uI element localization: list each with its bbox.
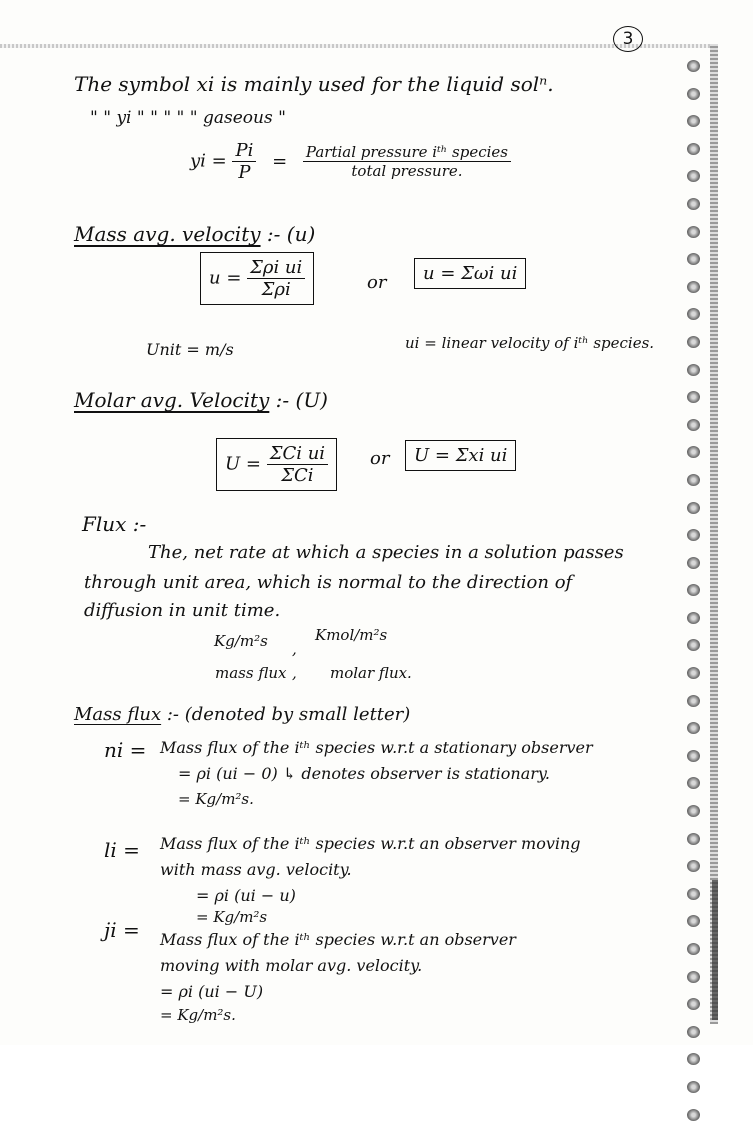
- li-definition-2: with mass avg. velocity.: [160, 860, 352, 879]
- mass-flux-heading: Mass flux :- (denoted by small letter): [74, 704, 411, 725]
- li-symbol: li =: [104, 838, 140, 862]
- spiral-hole-icon: [687, 502, 700, 514]
- yi-formula: yi = $\frac{Pi}{P}$ = $\frac{\text{Partial pressure iᵗʰ species}}{\text{total pressure.}}$: [190, 140, 511, 183]
- spiral-hole-icon: [687, 115, 700, 127]
- spiral-hole-icon: [687, 226, 700, 238]
- molar-avg-velocity-formula-1: U = $\frac{\text{ΣCi ui}}{\text{ΣCi}}$: [216, 438, 337, 491]
- spiral-hole-icon: [687, 667, 700, 679]
- ji-symbol: ji =: [104, 918, 140, 942]
- spiral-hole-icon: [687, 943, 700, 955]
- yi-fraction: $\frac{Pi}{P}$: [232, 140, 256, 183]
- spiral-hole-icon: [687, 915, 700, 927]
- spiral-hole-icon: [687, 143, 700, 155]
- mass-avg-velocity-formula-1: u = $\frac{\text{Σρi ui}}{\text{Σρi}}$: [200, 252, 314, 305]
- flux-definition-line-2: through unit area, which is normal to the direction of: [84, 572, 573, 593]
- spiral-hole-icon: [687, 1053, 700, 1065]
- top-perforation-rule: [0, 44, 712, 48]
- spiral-binding-holes: [687, 60, 703, 1136]
- or-label: or: [370, 448, 390, 469]
- spiral-hole-icon: [687, 557, 700, 569]
- spiral-hole-icon: [687, 281, 700, 293]
- spiral-hole-icon: [687, 253, 700, 265]
- spiral-hole-icon: [687, 695, 700, 707]
- spiral-hole-icon: [687, 750, 700, 762]
- mass-flux-label: mass flux: [215, 664, 287, 682]
- ji-equation: = ρi (ui − U): [160, 982, 264, 1001]
- spiral-hole-icon: [687, 336, 700, 348]
- spiral-hole-icon: [687, 308, 700, 320]
- spiral-hole-icon: [687, 998, 700, 1010]
- spiral-hole-icon: [687, 722, 700, 734]
- velocity-unit: Unit = m/s: [146, 340, 234, 359]
- ni-equation: = ρi (ui − 0) ↳ denotes observer is stationary.: [178, 764, 550, 783]
- spiral-hole-icon: [687, 612, 700, 624]
- spiral-hole-icon: [687, 170, 700, 182]
- ni-definition: Mass flux of the iᵗʰ species w.r.t a stationary observer: [160, 738, 593, 757]
- spiral-hole-icon: [687, 1109, 700, 1121]
- spiral-hole-icon: [687, 860, 700, 872]
- spiral-hole-icon: [687, 805, 700, 817]
- spiral-hole-icon: [687, 88, 700, 100]
- spiral-hole-icon: [687, 474, 700, 486]
- li-unit: = Kg/m²s: [196, 908, 268, 926]
- flux-definition-line-3: diffusion in unit time.: [84, 600, 281, 621]
- mass-flux-unit: Kg/m²s: [214, 632, 268, 650]
- page-number: 3: [613, 26, 643, 52]
- ui-definition: ui = linear velocity of iᵗʰ species.: [405, 334, 655, 352]
- ji-definition-2: moving with molar avg. velocity.: [160, 956, 423, 975]
- ni-unit: = Kg/m²s.: [178, 790, 254, 808]
- spiral-hole-icon: [687, 833, 700, 845]
- spiral-hole-icon: [687, 971, 700, 983]
- spiral-hole-icon: [687, 888, 700, 900]
- intro-line-1: The symbol xi is mainly used for the liquid solⁿ.: [74, 72, 554, 96]
- or-label: or: [367, 272, 387, 293]
- right-margin-edge: [710, 44, 718, 1024]
- right-margin-shadow: [712, 880, 718, 1020]
- molar-avg-velocity-heading: Molar avg. Velocity :- (U): [74, 388, 328, 412]
- yi-lhs: yi =: [190, 150, 227, 172]
- molar-flux-unit: Kmol/m²s: [315, 626, 388, 644]
- notebook-page: 3 The symbol xi is mainly used for the liquid solⁿ. " " yi " " " " " gaseous " yi = $\frac{Pi}{P}$ = $\frac{\text{Partial pressure iᵗʰ species}}{\text{total pressure.}}$ Mass avg. velocity :- (u) u = $\frac{\text{Σρi ui}}{\text{Σρi}}$ or u = Σωi ui Unit = m/s ui = linear velocity of iᵗʰ species. Molar avg. Velocity :- (U) U = $\frac{\text{ΣCi ui}}{\text{ΣCi}}$ or U = Σxi ui Flux :- The, net rate at which a species in a solution passes through unit area, which is normal to the direction of diffusion in unit time. Kg/m²s , Kmol/m²s mass flux , molar flux. Mass flux :- (denoted by small letter) ni = Mass flux of the iᵗʰ species w.r.t a stationary observer = ρi (ui − 0) ↳ denotes observer is stationary. = Kg/m²s. li = Mass flux of the iᵗʰ species w.r.t an observer moving with mass avg. velocity. = ρi (ui − u) = Kg/m²s ji = Mass flux of the iᵗʰ species w.r.t an observer moving with molar avg. velocity. = ρi (ui − U) = Kg/m²s.: [0, 0, 753, 1045]
- spiral-hole-icon: [687, 777, 700, 789]
- flux-definition-line-1: The, net rate at which a species in a solution passes: [148, 542, 624, 563]
- spiral-hole-icon: [687, 584, 700, 596]
- spiral-hole-icon: [687, 529, 700, 541]
- flux-heading: Flux :-: [82, 512, 147, 536]
- spiral-hole-icon: [687, 391, 700, 403]
- ji-unit: = Kg/m²s.: [160, 1006, 236, 1024]
- li-definition-1: Mass flux of the iᵗʰ species w.r.t an observer moving: [160, 834, 581, 853]
- spiral-hole-icon: [687, 446, 700, 458]
- spiral-hole-icon: [687, 639, 700, 651]
- spiral-hole-icon: [687, 1081, 700, 1093]
- spiral-hole-icon: [687, 419, 700, 431]
- mass-avg-velocity-formula-2: u = Σωi ui: [414, 258, 526, 289]
- molar-flux-label: molar flux.: [330, 664, 412, 682]
- intro-line-2: " " yi " " " " " gaseous ": [90, 108, 286, 128]
- spiral-hole-icon: [687, 1026, 700, 1038]
- yi-text-fraction: $\frac{\text{Partial pressure iᵗʰ species}}{\text{total pressure.}}$: [303, 143, 511, 180]
- spiral-hole-icon: [687, 60, 700, 72]
- spiral-hole-icon: [687, 198, 700, 210]
- molar-avg-velocity-formula-2: U = Σxi ui: [405, 440, 516, 471]
- ni-symbol: ni =: [104, 738, 147, 762]
- li-equation: = ρi (ui − u): [196, 886, 296, 905]
- ji-definition-1: Mass flux of the iᵗʰ species w.r.t an observer: [160, 930, 516, 949]
- spiral-hole-icon: [687, 364, 700, 376]
- mass-avg-velocity-heading: Mass avg. velocity :- (u): [74, 222, 316, 246]
